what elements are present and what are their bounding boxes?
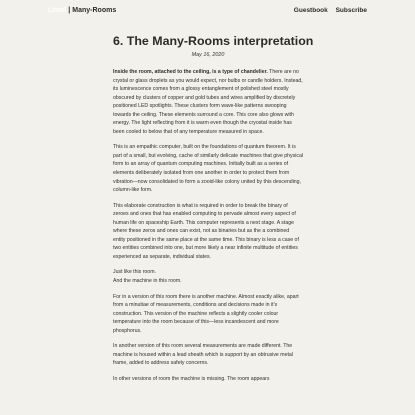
post-paragraph-3: This elaborate construction is what is required in order to break the binary of zeroes and ones that has enabled computing to pervade almost every aspect of human life on spaceship Earth. This computer represents a next stage. A stage where these zeros and ones can exist, not as binaries but as the a combined entity positioned in the same place at the same time. This binary is less a case of two entities combined into one, but more likely a near infinite multitude of entities experienced as separate, individual states. bbox=[113, 202, 299, 260]
post-paragraph-1 bbox=[113, 68, 303, 136]
post-paragraph-5: For in a version of this room there is another machine. Almost exactly alike, apart from a minutiae of measurements, conditions and decisions made in it's construction. This version of the machine reflects a slightly cooler colour temperature into the room because of this—less incandescent and more phosphorus. bbox=[113, 293, 299, 334]
nav-link-subscribe[interactable]: Subscribe bbox=[335, 7, 367, 14]
section-link-many-rooms[interactable]: Many-Rooms bbox=[72, 7, 117, 14]
site-logo-link[interactable]: Listel bbox=[48, 7, 67, 14]
post-paragraph-4-line-2: And the machine in this room. bbox=[113, 278, 182, 285]
site-brand bbox=[48, 6, 116, 15]
nav-link-guestbook[interactable]: Guestbook bbox=[293, 7, 328, 14]
post-paragraph-6: In another version of this room several measurements are made different. The machine is housed within a lead sheath which is support by an obtrusive metal frame, added to address safety concerns. bbox=[113, 343, 293, 367]
post-paragraph-1-text: There are no crystal or glass droplets as you would expect, nor bulbs or candle holders. Instead, its luminescence comes from a glossy entanglement of polished steel mostly obscured by clusters of copper and gold tubes and wires amplified by discretely positioned LED spotlights. These clusters form wave-like patterns swooping towards the ceiling. These elements surround a core. This core also glows with energy. The light reflecting from it is warm even though the cryostat inside has been cooled to below that of any temperature measured in space. bbox=[113, 69, 303, 135]
header-nav bbox=[288, 6, 367, 15]
post-date: May 16, 2020 bbox=[191, 52, 225, 58]
post-paragraph-2: This is an empathic computer, built on the foundations of quantum theorem. It is part of a small, but evolving, cache of similarly delicate machines that give physical form to an array of quantum computing machines. Initially built as a series of elements deliberately isolated from one another in order to protect them from vibration—now consolidated to form a zooid-like colony united by this descending, column-like form. bbox=[113, 144, 304, 194]
post-paragraph-7: In other versions of room the machine is missing. The room appears bbox=[113, 375, 270, 382]
post-paragraph-4-line-1: Just like this room. bbox=[113, 269, 156, 276]
brand-separator: | bbox=[68, 7, 71, 14]
post-title: 6. The Many-Rooms interpretation bbox=[113, 34, 314, 48]
post-lead-sentence: Inside the room, attached to the ceiling, is a type of chandelier. bbox=[113, 69, 268, 75]
post-article bbox=[113, 34, 314, 391]
post-paragraph-4 bbox=[113, 268, 303, 285]
top-navigation-bar bbox=[0, 0, 415, 22]
